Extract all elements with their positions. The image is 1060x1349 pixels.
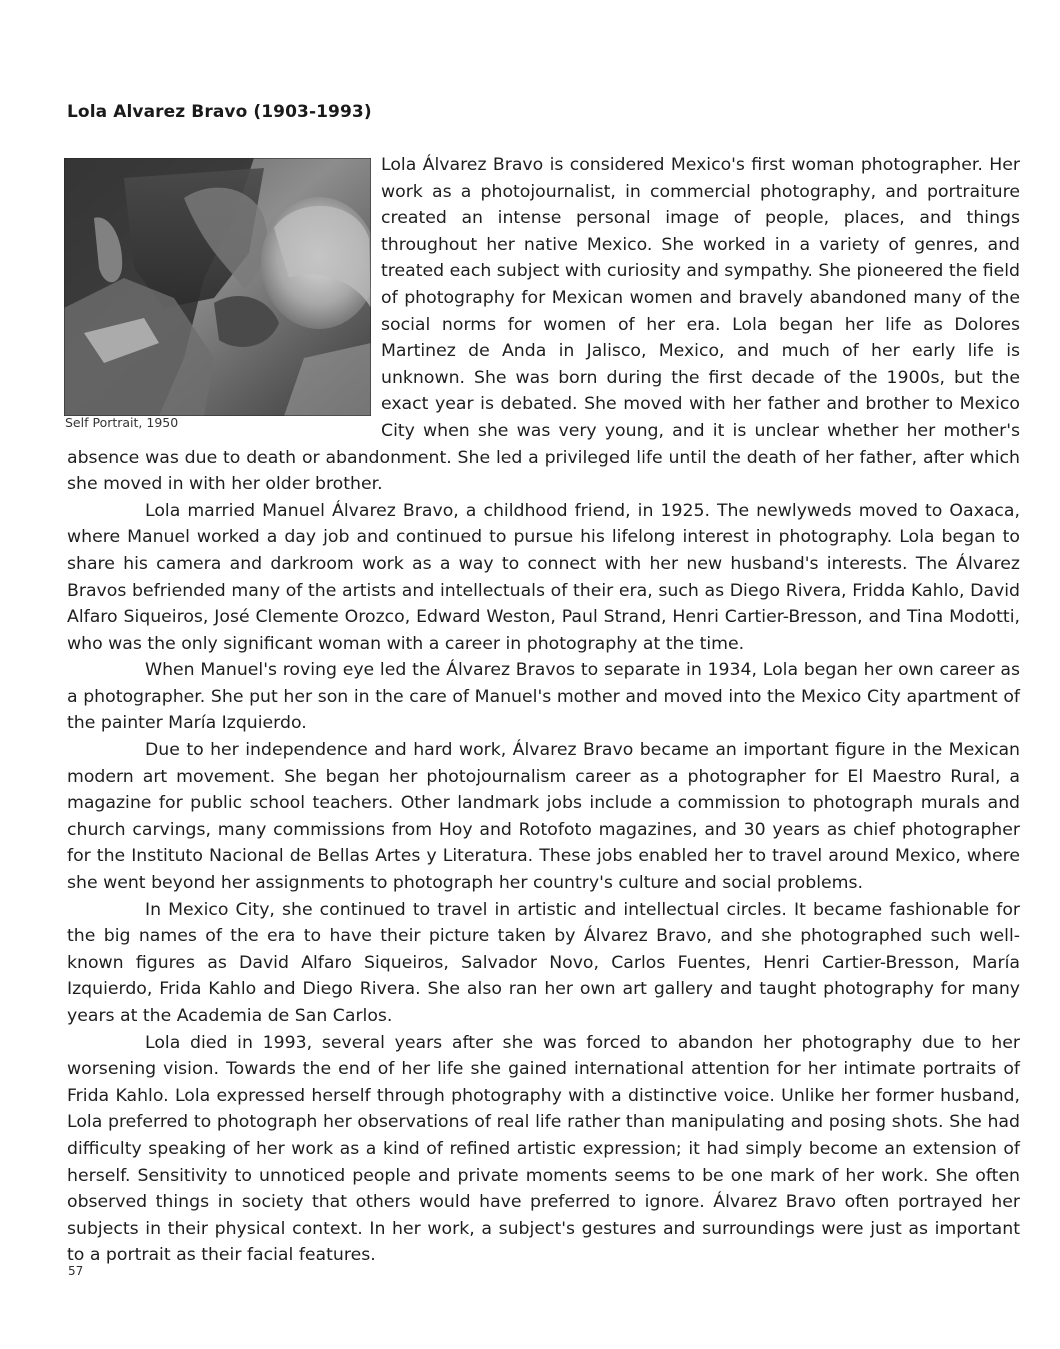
page-title: Lola Alvarez Bravo (1903-1993) [67,102,372,122]
figure-wrap-space [67,152,381,434]
article-paragraph: Lola Álvarez Bravo is considered Mexico's first woman photographer. Her work as a photojournalist, in commercial photography, and portraiture created an intense personal image of people, places, and things throughout her native Mexico. She worked in a variety of genres, and treated each subject with curiosity and sympathy. She pioneered the field of photography for Mexican women and bravely abandoned many of the social norms for women of her era. Lola began her life as Dolores Martinez de Anda in Jalisco, Mexico, and much of her early life is unknown. She was born during the first decade of the 1900s, but the exact year is debated. She moved with her father and brother to Mexico City when she was very young, and it is unclear whether her mother's absence was due to death or abandonment. She led a privileged life until the death of her father, after which she moved in with her older brother. [67,155,1020,495]
figure-caption: Self Portrait, 1950 [65,415,179,430]
article-paragraph: Lola married Manuel Álvarez Bravo, a childhood friend, in 1925. The newlyweds moved to Oaxaca, where Manuel worked a day job and continued to pursue his lifelong interest in photography. Lola began to share his camera and darkroom work as a way to connect with her new husband's interests. The Álvarez Bravos befriended many of the artists and intellectuals of their era, such as Diego Rivera, Fridda Kahlo, David Alfaro Siqueiros, José Clemente Orozco, Edward Weston, Paul Strand, Henri Cartier-Bresson, and Tina Modotti, who was the only significant woman with a career in photography at the time. [67,500,1020,654]
article-paragraph: Due to her independence and hard work, Álvarez Bravo became an important figure in the Mexican modern art movement. She began her photojournalism career as a photographer for El Maestro Rural, a magazine for public school teachers. Other landmark jobs include a commission to photograph murals and church carvings, many commissions from Hoy and Rotofoto magazines, and 30 years as chief photographer for the Instituto Nacional de Bellas Artes y Literatura. These jobs enabled her to travel around Mexico, where she went beyond her assignments to photograph her country's culture and social problems. [67,740,1020,894]
article-paragraph: In Mexico City, she continued to travel in artistic and intellectual circles. It became fashionable for the big names of the era to have their picture taken by Álvarez Bravo, and she photographed such well-known figures as David Alfaro Siqueiros, Salvador Novo, Carlos Fuentes, Henri Cartier-Bresson, María Izquierdo, Frida Kahlo and Diego Rivera. She also ran her own art gallery and taught photography for many years at the Academia de San Carlos. [67,899,1020,1026]
article-body [67,152,1020,1269]
article-paragraph: Lola died in 1993, several years after she was forced to abandon her photography due to her worsening vision. Towards the end of her life she gained international attention for her intimate portraits of Frida Kahlo. Lola expressed herself through photography with a distinctive voice. Unlike her former husband, Lola preferred to photograph her observations of real life rather than manipulating and posing shots. She had difficulty speaking of her work as a kind of refined artistic expression; it had simply become an extension of herself. Sensitivity to unnoticed people and private moments seems to be one mark of her work. She often observed things in society that others would have preferred to ignore. Álvarez Bravo often portrayed her subjects in their physical context. In her work, a subject's gestures and surroundings were just as important to a portrait as their facial features. [67,1032,1020,1266]
article-paragraph: When Manuel's roving eye led the Álvarez Bravos to separate in 1934, Lola began her own career as a photographer. She put her son in the care of Manuel's mother and moved into the Mexico City apartment of the painter María Izquierdo. [67,660,1020,734]
page-number: 57 [68,1264,84,1278]
